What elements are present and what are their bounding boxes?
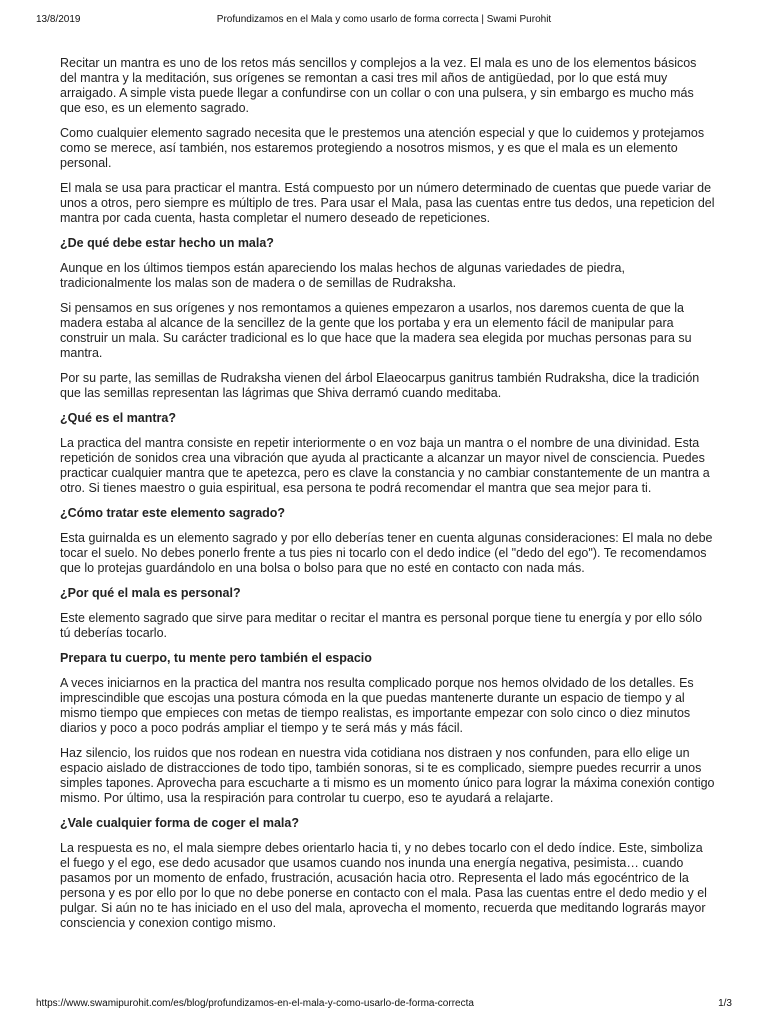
section-heading: ¿Qué es el mantra? <box>60 411 177 425</box>
paragraph: Por su parte, las semillas de Rudraksha vienen del árbol Elaeocarpus ganitrus también Rudraksha, dice la tradición que las semillas representan las lágrimas que Shiva derramó cuando meditaba. <box>60 371 700 400</box>
paragraph: Si pensamos en sus orígenes y nos remontamos a quienes empezaron a usarlos, nos daremos cuenta de que la madera estaba al alcance de la sencillez de la gente que los portaba y era un elemento fácil de manipular para construir un mala. Su carácter tradicional es lo que hace que la madera sea elegida por muchas personas para su mantra. <box>60 301 692 360</box>
paragraph: La respuesta es no, el mala siempre debes orientarlo hacia ti, y no debes tocarlo con el dedo índice. Este, simboliza el fuego y el ego, ese dedo acusador que usamos cuando nos inunda una energía negativa, pesimista… cuando pasamos por un momento de enfado, frustración, acusación hacia otro. Representa el lado más egocéntrico de la persona y es por ello por lo que no debe ponerse en contacto con el mala. Pasa las cuentas entre el dedo medio y el pulgar. Si aún no te has iniciado en el uso del mala, aprovecha el momento, recuerda que meditando lograrás mayor consciencia y conexion contigo mismo. <box>60 841 707 930</box>
page-url-link[interactable]: https://www.swamipurohit.com/es/blog/profundizamos-en-el-mala-y-como-usarlo-de-forma-correcta <box>36 998 474 1009</box>
page-number: 1/3 <box>718 998 732 1009</box>
section-heading: ¿De qué debe estar hecho un mala? <box>60 236 274 250</box>
section-heading: ¿Cómo tratar este elemento sagrado? <box>60 506 286 520</box>
paragraph: La practica del mantra consiste en repetir interiormente o en voz baja un mantra o el nombre de una divinidad. Esta repetición de sonidos crea una vibración que ayuda al practicante a alcanzar un mayor nivel de consciencia. Puedes practicar cualquier mantra que te apetezca, pero es clave la constancia y no cambiar constantemente de un mantra a otro. Si tienes maestro o guia espiritual, esa persona te podrá recomendar el mantra que sea mejor para ti. <box>60 436 710 495</box>
print-footer <box>36 998 732 1012</box>
section-heading: Prepara tu cuerpo, tu mente pero también el espacio <box>60 651 372 665</box>
paragraph: Aunque en los últimos tiempos están apareciendo los malas hechos de algunas variedades de piedra, tradicionalmente los malas son de madera o de semillas de Rudraksha. <box>60 261 625 290</box>
paragraph: Esta guirnalda es un elemento sagrado y por ello deberías tener en cuenta algunas consideraciones: El mala no debe tocar el suelo. No debes ponerlo frente a tus pies ni tocarlo con el dedo indice (el "dedo del ego"). Te recomendamos que lo protejas guardándolo en una bolsa o bolso para que no esté en contacto con nada más. <box>60 531 713 575</box>
paragraph: Haz silencio, los ruidos que nos rodean en nuestra vida cotidiana nos distraen y nos confunden, para ello elige un espacio aislado de distracciones de todo tipo, también sonoras, si te es complicado, siempre puedes recurrir a unos simples tapones. Aprovecha para escucharte a ti mismo es un momento único para lograr la máxima conexión contigo mismo. Por último, usa la respiración para controlar tu cuerpo, eso te ayudará a relajarte. <box>60 746 715 805</box>
paragraph: El mala se usa para practicar el mantra. Está compuesto por un número determinado de cuentas que puede variar de unos a otros, pero siempre es múltiplo de tres. Para usar el Mala, pasa las cuentas entre tus dedos, una repeticion del mantra por cada cuenta, hasta completar el numero deseado de repeticiones. <box>60 181 715 225</box>
print-date: 13/8/2019 <box>36 14 81 25</box>
page-title: Profundizamos en el Mala y como usarlo de forma correcta | Swami Purohit <box>216 14 552 25</box>
section-heading: ¿Por qué el mala es personal? <box>60 586 241 600</box>
article-body <box>60 56 715 941</box>
paragraph: Como cualquier elemento sagrado necesita que le prestemos una atención especial y que lo cuidemos y protejamos como se merece, así también, nos estaremos protegiendo a nosotros mismos, y es que el mala es un elemento personal. <box>60 126 705 170</box>
paragraph: Recitar un mantra es uno de los retos más sencillos y complejos a la vez. El mala es uno de los elementos básicos del mantra y la meditación, sus orígenes se remontan a casi tres mil años de antigüedad, por lo que está muy arraigado. A simple vista puede llegar a confundirse con un collar o con una pulsera, y sin embargo es mucho más que eso, es un elemento sagrado. <box>60 56 697 115</box>
paragraph: A veces iniciarnos en la practica del mantra nos resulta complicado porque nos hemos olvidado de los detalles. Es imprescindible que escojas una postura cómoda en la que puedas mantenerte durante un espacio de tiempo y al mismo tiempo que empieces con metas de tiempo realistas, es importante empezar con solo cinco o diez minutos diarios y poco a poco podrás ampliar el tiempo y te será más y más fácil. <box>60 676 694 735</box>
section-heading: ¿Vale cualquier forma de coger el mala? <box>60 816 299 830</box>
print-header <box>36 14 732 28</box>
paragraph: Este elemento sagrado que sirve para meditar o recitar el mantra es personal porque tiene tu energía y por ello sólo tú deberías tocarlo. <box>60 611 703 640</box>
